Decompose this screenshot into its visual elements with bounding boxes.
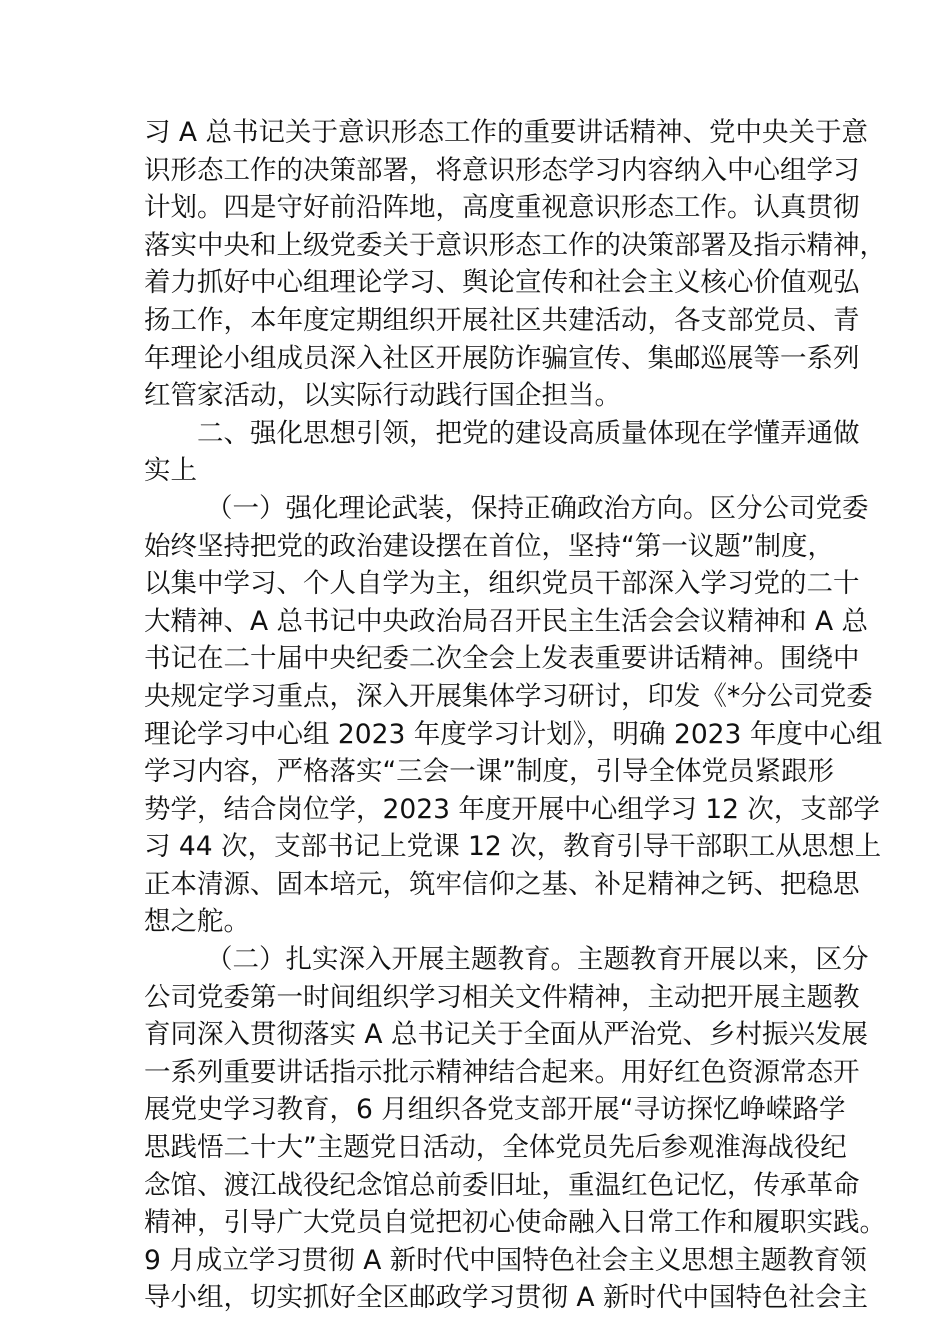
text-line: 念馆、渡江战役纪念馆总前委旧址，重温红色记忆，传承革命 [144, 1169, 860, 1201]
text-line: （二）扎实深入开展主题教育。主题教育开展以来，区分 [206, 944, 869, 976]
text-line: 思践悟二十大”主题党日活动，全体党员先后参观淮海战役纪 [144, 1132, 847, 1164]
text-line: （一）强化理论武装，保持正确政治方向。区分公司党委 [206, 492, 869, 524]
text-line: 理论学习中心组 2023 年度学习计划》，明确 2023 年度中心组 [144, 718, 883, 750]
text-line: 识形态工作的决策部署，将意识形态学习内容纳入中心组学习 [144, 154, 860, 186]
text-line: 始终坚持把党的政治建设摆在首位，坚持“第一议题”制度， [144, 530, 834, 562]
paragraph-theme-education [144, 941, 886, 1317]
text-line: 习 44 次，支部书记上党课 12 次，教育引导干部职工从思想上 [144, 831, 882, 863]
text-line: 年理论小组成员深入社区开展防诈骗宣传、集邮巡展等一系列 [144, 342, 860, 374]
heading-line: 实上 [144, 455, 197, 487]
text-line: 习 A 总书记关于意识形态工作的重要讲话精神、党中央关于意 [144, 117, 868, 148]
text-line: 着力抓好中心组理论学习、舆论宣传和社会主义核心价值观弘 [144, 267, 860, 299]
text-line: 央规定学习重点，深入开展集体学习研讨，印发《*分公司党委 [144, 680, 873, 712]
text-line: 扬工作，本年度定期组织开展社区共建活动，各支部党员、青 [144, 304, 860, 336]
text-line: 势学，结合岗位学，2023 年度开展中心组学习 12 次，支部学 [144, 793, 880, 825]
text-line: 学习内容，严格落实“三会一课”制度，引导全体党员紧跟形 [144, 756, 834, 788]
text-line: 大精神、A 总书记中央政治局召开民主生活会会议精神和 A 总 [144, 605, 869, 637]
text-line: 书记在二十届中央纪委二次全会上发表重要讲话精神。围绕中 [144, 643, 860, 675]
text-line: 公司党委第一时间组织学习相关文件精神，主动把开展主题教 [144, 981, 860, 1013]
text-line: 育同深入贯彻落实 A 总书记关于全面从严治党、乡村振兴发展 [144, 1019, 868, 1051]
text-line: 以集中学习、个人自学为主，组织党员干部深入学习党的二十 [144, 568, 860, 600]
paragraph-theory-study [144, 490, 883, 941]
text-line: 正本清源、固本培元，筑牢信仰之基、补足精神之钙、把稳思 [144, 868, 860, 900]
heading-line: 二、强化思想引领，把党的建设高质量体现在学懂弄通做 [197, 417, 860, 449]
text-line: 导小组，切实抓好全区邮政学习贯彻 A 新时代中国特色社会主 [144, 1282, 868, 1314]
document-page [144, 114, 886, 1317]
text-line: 展党史学习教育，6 月组织各党支部开展“寻访探忆峥嵘路学 [144, 1094, 846, 1126]
text-line: 落实中央和上级党委关于意识形态工作的决策部署及指示精神， [144, 229, 886, 261]
section-heading-two [144, 415, 860, 490]
text-line: 计划。四是守好前沿阵地，高度重视意识形态工作。认真贯彻 [144, 192, 860, 224]
paragraph-ideology-work [144, 114, 886, 415]
text-line: 红管家活动，以实际行动践行国企担当。 [144, 380, 621, 412]
text-line: 9 月成立学习贯彻 A 新时代中国特色社会主义思想主题教育领 [144, 1244, 867, 1276]
text-line: 一系列重要讲话指示批示精神结合起来。用好红色资源常态开 [144, 1056, 860, 1088]
text-line: 精神，引导广大党员自觉把初心使命融入日常工作和履职实践。 [144, 1207, 886, 1239]
text-line: 想之舵。 [144, 906, 250, 938]
